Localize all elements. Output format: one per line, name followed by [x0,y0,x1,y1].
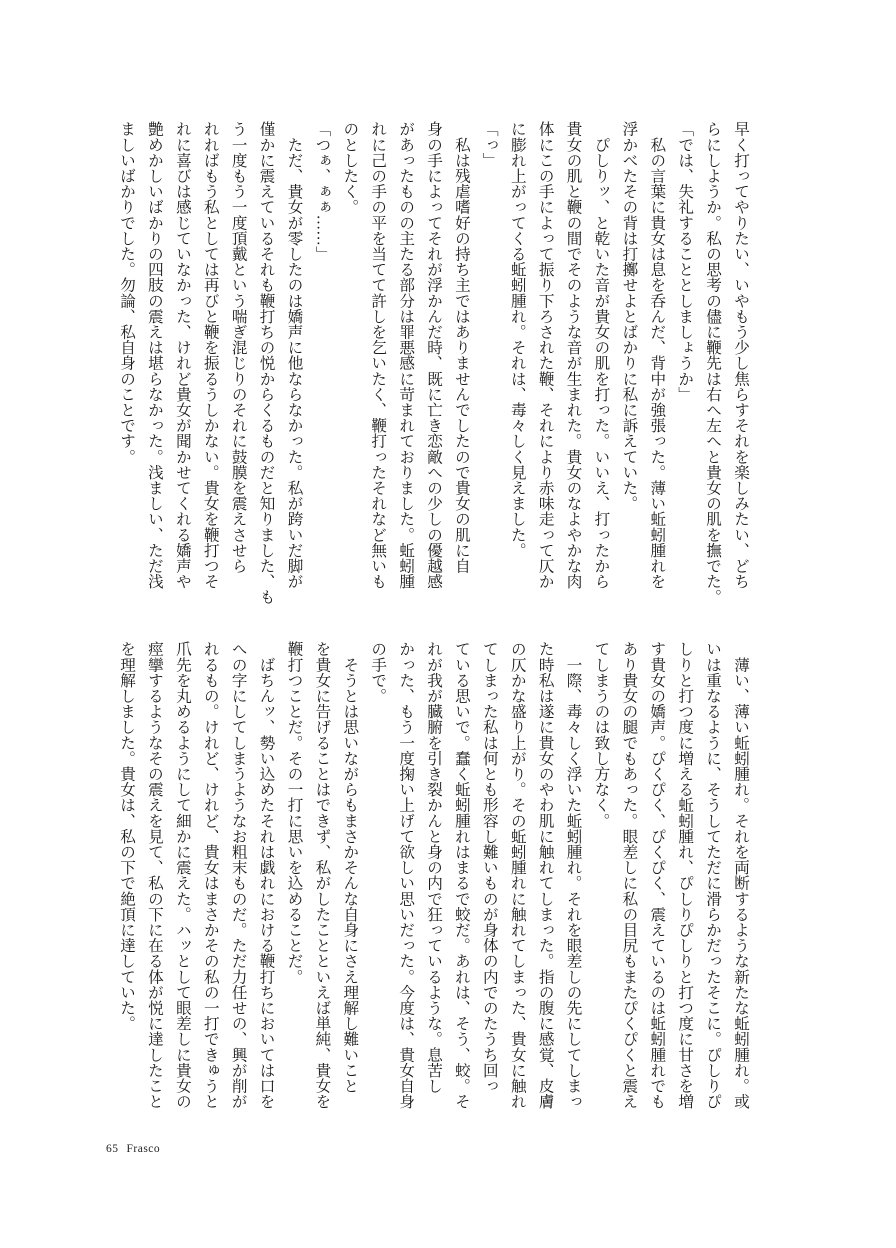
text-line: す貴女の嬌声。ぴくぴく、ぴくぴく、震えているのは蚯蚓腫れでも [648,641,666,1109]
text-line: てしまうのは致し方なく。 [592,641,610,829]
text-line: 一際、毒々しく浮いた蚯蚓腫れ。それを眼差しの先にしてしまっ [564,641,582,1109]
text-line: 艶めかしいばかりの四肢の震えは堪らなかった。浅ましい、ただ浅 [145,121,163,589]
text-line: れに喜びは感じていなかった、けれど貴女が聞かせてくれる嬌声や [173,121,191,589]
text-line: 貴女の肌と鞭の間でそのような音が生まれた。貴女のなよやかな肉 [564,121,582,589]
text-line: ばちんッ、勢い込めたそれは戯れにおける鞭打ちにおいては口を [257,641,275,1109]
text-line: の手で。 [369,641,387,704]
text-line: があったものの主たる部分は罪悪感に苛まれておりました。蚯蚓腫 [397,121,415,589]
text-line: らにしようか。私の思考の儘に鞭先は右へ左へと貴女の肌を撫でた。 [704,121,722,605]
text-line: 早く打ってやりたい、いやもう少し焦らすそれを楽しみたい、どち [732,121,749,589]
text-line: 私は残虐嗜好の持ち主ではありませんでしたので貴女の肌に自 [452,121,470,574]
text-line: 身の手によってそれが浮かんだ時、既に亡き恋敵への少しの優越感 [425,121,443,589]
text-line: 「では、失礼することとしましょうか」 [676,121,694,402]
text-line: あり貴女の腿でもあった。眼差しに私の目尻もまたぴくぴくと震え [620,641,638,1109]
text-line: に膨れ上がってくる蚯蚓腫れ。それは、毒々しく見えました。 [508,121,526,558]
text-line: の仄かな盛り上がり。その蚯蚓腫れに触れてしまった、貴女に触れ [508,641,526,1109]
lower-text-block [112,641,754,1121]
text-line: ただ、貴女が零したのは嬌声に他ならなかった。私が跨いだ脚が [285,121,303,589]
text-line: ましいばかりでした。勿論、私自身のことです。 [118,121,136,465]
text-line: への字にしてしまうようなお粗末ものだ。ただ力任せの、興が削が [229,641,247,1109]
text-line: しりと打つ度に増える蚯蚓腫れ、ぴしりぴしりと打つ度に甘さを増 [676,641,694,1109]
text-line: れに己の手の平を当てて許しを乞いたく、鞭打ったそれなど無いも [369,121,387,589]
text-line: 爪先を丸めるようにして細かに震えた。ハッとして眼差しに貴女の [173,641,191,1109]
text-line: ぴしりッ、と乾いた音が貴女の肌を打った。いいえ、打ったから [592,121,610,589]
text-line: れるもの。けれど、けれど、貴女はまさかその私の一打できゅうと [201,641,219,1109]
text-line: 僅かに震えているそれも鞭打ちの悦からくるものだと知りました、も [257,121,275,605]
page-number: 65 [106,1143,119,1155]
page-footer [106,1143,168,1155]
text-line: 鞭打つことだ。その一打に思いを込めることだ。 [285,641,303,985]
text-line: 体にこの手によって振り下ろされた鞭、それにより赤味走って仄か [536,121,554,589]
text-line: れが我が臓腑を引き裂かんと身の内で狂っているような。息苦し [425,641,443,1094]
text-line: 薄い、薄い蚯蚓腫れ。それを両断するような新たな蚯蚓腫れ。或 [732,641,749,1109]
text-line: う一度もう一度頂戴という喘ぎ混じりのそれに鼓膜を震えさせら [229,121,247,574]
text-line: のとしたく。 [341,121,359,215]
text-line: を理解しました。貴女は、私の下で絶頂に達していた。 [118,641,136,1031]
publication-title: Frasco [126,1143,161,1155]
text-line: てしまった私は何とも形容し難いものが身体の内でのたうち回っ [480,641,498,1094]
text-line: れればもう私としては再びと鞭を振るうしかない。貴女を鞭打つそ [201,121,219,589]
upper-text-block [112,121,754,605]
text-line: ている思いで。蠢く蚯蚓腫れはまるで蛟だ。あれは、そう、蛟。そ [452,641,470,1109]
text-line: た時私は遂に貴女のやわ肌に触れてしまった。指の腹に感覚、皮膚 [536,641,554,1109]
text-line: 私の言葉に貴女は息を呑んだ、背中が強張った。薄い蚯蚓腫れを [648,121,666,589]
text-line: 「つぁ、ぁぁ……」 [313,121,331,262]
text-line: 痙攣するようなその震えを見て、私の下に在る体が悦に達したこと [145,641,163,1109]
text-line: いは重なるように、そうしてただに滑らかだったそこに。ぴしりぴ [704,641,722,1109]
text-line: を貴女に告げることはできず、私がしたことといえば単純、貴女を [313,641,331,1109]
text-line: 「っ」 [480,121,498,168]
text-line: かった、もう一度掬い上げて欲しい思いだった。今度は、貴女自身 [397,641,415,1109]
text-line: 浮かべたその背は打擲せよとばかりに私に訴えていた。 [620,121,638,511]
text-line: そうとは思いながらもまさかそんな自身にさえ理解し難いこと [341,641,359,1094]
